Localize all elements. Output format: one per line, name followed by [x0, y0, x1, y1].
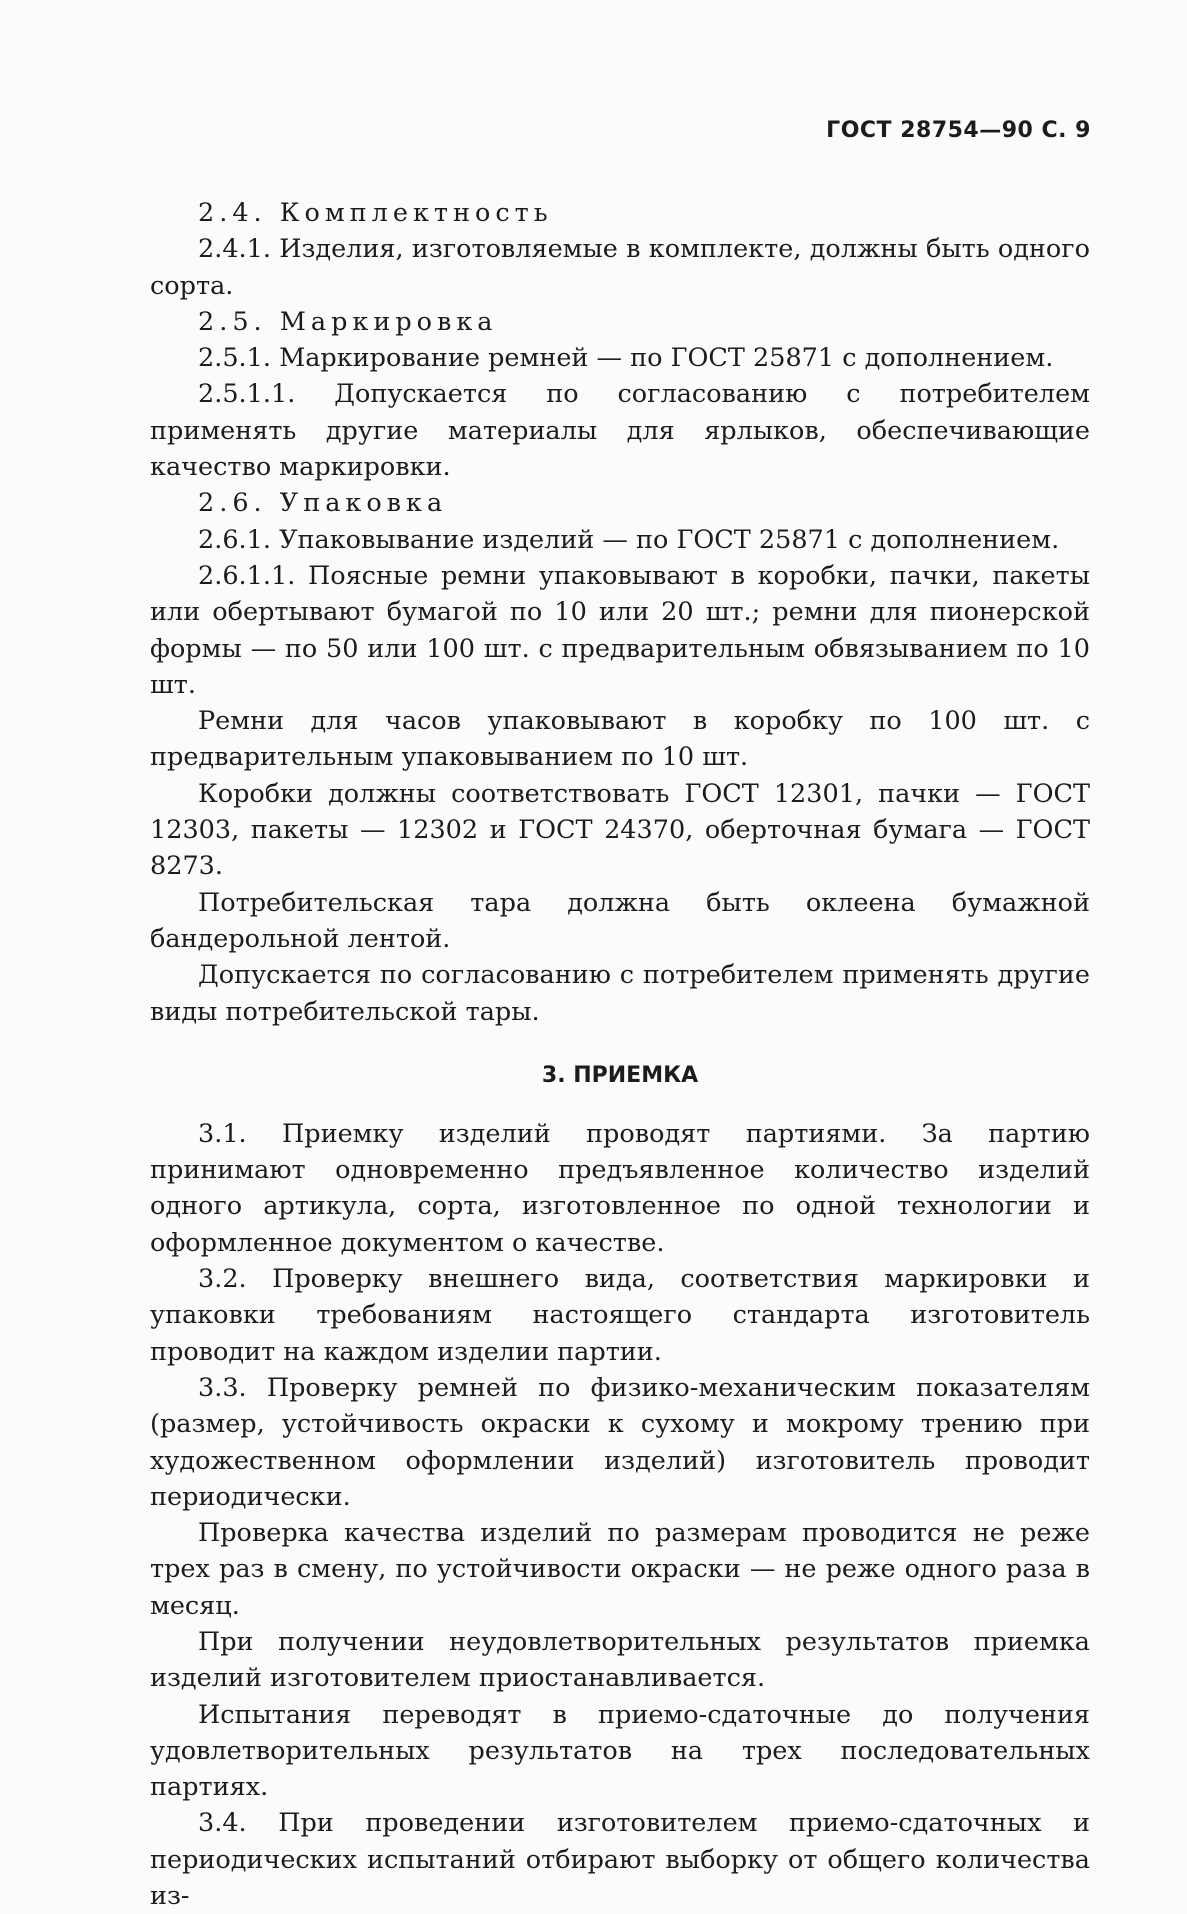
section-heading: 3. ПРИЕМКА — [541, 1062, 699, 1088]
paragraph-consumer-tare: Потребительская тара должна быть оклеена бумажной бандерольной лентой. — [150, 887, 1090, 954]
paragraph-other-tare: Допускается по согласованию с потребителем применять другие виды потребительской тары. — [150, 960, 1090, 1027]
paragraph-watch-straps: Ремни для часов упаковывают в коробку по 100 шт. с предварительным упаковыванием по 10 шт. — [150, 706, 1090, 773]
paragraph-2-6-1: 2.6.1. Упаковывание изделий — по ГОСТ 25871 с дополнением. — [198, 524, 1060, 555]
document-body — [150, 195, 1090, 1914]
paragraph-2-5-1-1: 2.5.1.1. Допускается по согласованию с потребителем применять другие материалы для ярлыков, обеспечивающие качество маркировки. — [150, 379, 1090, 483]
paragraph-3-1: 3.1. Приемку изделий проводят партиями. За партию принимают одновременно предъявленное количество изделий одного артикула, сорта, изготовленное по одной технологии и оформленное документом о качестве. — [150, 1118, 1090, 1258]
paragraph-boxes: Коробки должны соответствовать ГОСТ 12301, пачки — ГОСТ 12303, пакеты — 12302 и ГОСТ 24370, оберточная бумага — ГОСТ 8273. — [150, 778, 1090, 882]
paragraph-3-4: 3.4. При проведении изготовителем приемо-сдаточных и периодических испытаний отбирают выборку от общего количества из- — [150, 1808, 1090, 1912]
page-header: ГОСТ 28754—90 С. 9 — [826, 118, 1091, 143]
paragraph-2-4-1: 2.4.1. Изделия, изготовляемые в комплекте, должны быть одного сорта. — [150, 234, 1090, 301]
paragraph-2-6-1-1: 2.6.1.1. Поясные ремни упаковывают в коробки, пачки, пакеты или обертывают бумагой по 10 или 20 шт.; ремни для пионерской формы — по 50 или 100 шт. с предварительным обвязыванием по 10 шт. — [150, 560, 1090, 700]
paragraph-tests: Испытания переводят в приемо-сдаточные до получения удовлетворительных результатов на трех последовательных партиях. — [150, 1699, 1090, 1803]
paragraph-3-3: 3.3. Проверку ремней по физико-механическим показателям (размер, устойчивость окраски к сухому и мокрому трению при художественном оформлении изделий) изготовитель проводит периодически. — [150, 1372, 1090, 1512]
paragraph-2-6: 2.6. Упаковка — [198, 488, 448, 519]
paragraph-frequency: Проверка качества изделий по размерам проводится не реже трех раз в смену, по устойчивости окраски — не реже одного раза в месяц. — [150, 1518, 1090, 1621]
paragraph-2-4: 2.4. Комплектность — [198, 198, 553, 228]
paragraph-suspension: При получении неудовлетворительных результатов приемка изделий изготовителем приостанавливается. — [150, 1626, 1090, 1694]
paragraph-3-2: 3.2. Проверку внешнего вида, соответствия маркировки и упаковки требованиям настоящего стандарта изготовитель проводит на каждом изделии партии. — [150, 1264, 1090, 1367]
paragraph-2-5: 2.5. Маркировка — [198, 306, 498, 337]
paragraph-2-5-1: 2.5.1. Маркирование ремней — по ГОСТ 25871 с дополнением. — [198, 343, 1054, 374]
